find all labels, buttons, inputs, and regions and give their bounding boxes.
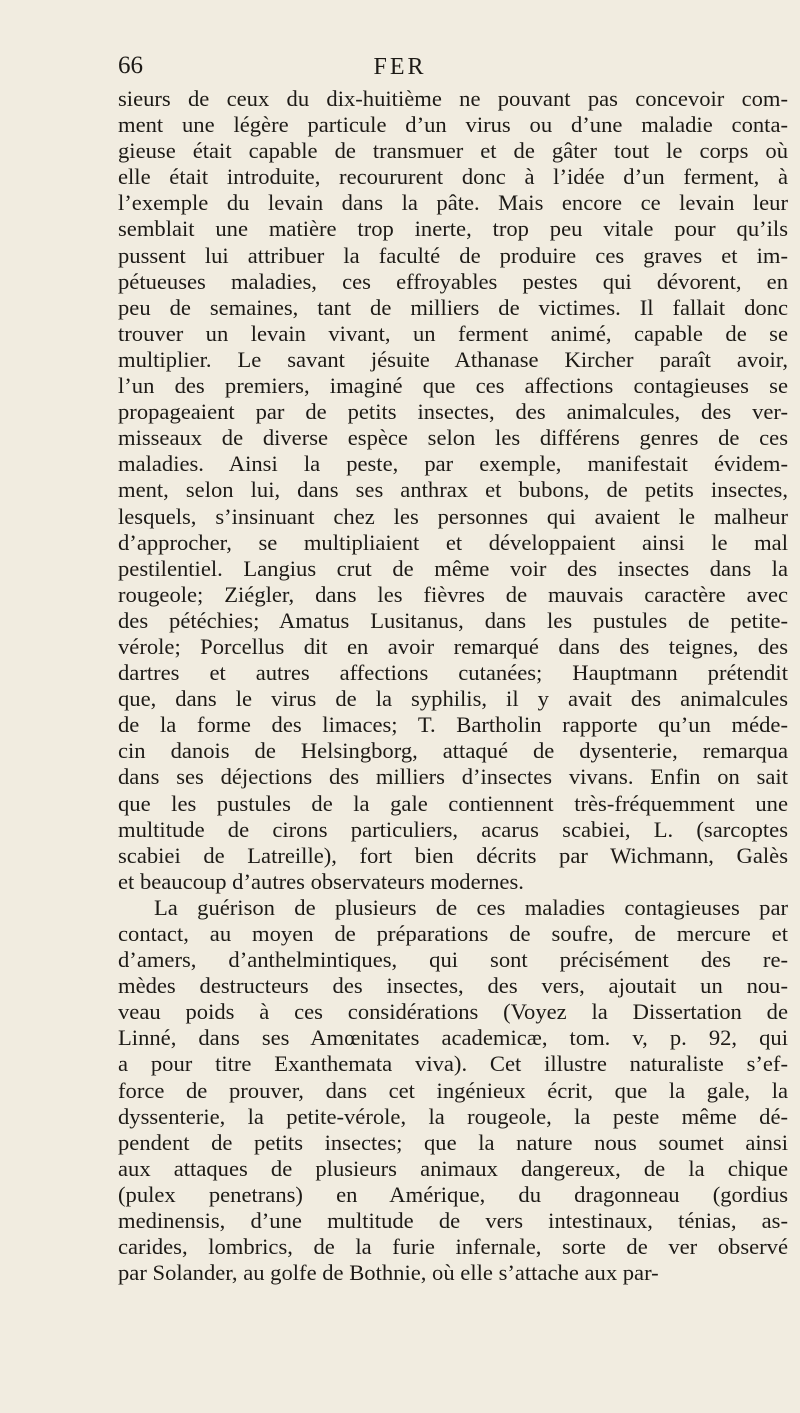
text-line: multitude de cirons particuliers, acarus scabiei, L. (sarcoptes bbox=[118, 816, 788, 842]
text-line: vérole; Porcellus dit en avoir remarqué dans des teignes, des bbox=[118, 633, 788, 659]
text-line: mèdes destructeurs des insectes, des vers, ajoutait un nou- bbox=[118, 973, 788, 999]
text-line: que, dans le virus de la syphilis, il y avait des animalcules bbox=[118, 686, 788, 712]
text-line: dartres et autres affections cutanées; Hauptmann prétendit bbox=[118, 660, 788, 686]
text-line: de la forme des limaces; T. Bartholin rapporte qu’un méde- bbox=[118, 712, 788, 738]
text-line: semblait une matière trop inerte, trop peu vitale pour qu’ils bbox=[118, 216, 788, 242]
page-number: 66 bbox=[118, 52, 143, 79]
text-line: propageaient par de petits insectes, des animalcules, des ver- bbox=[118, 399, 788, 425]
text-line: pétueuses maladies, ces effroyables pestes qui dévorent, en bbox=[118, 268, 788, 294]
text-line: elle était introduite, recoururent donc à l’idée d’un ferment, à bbox=[118, 164, 788, 190]
text-line: gieuse était capable de transmuer et de gâter tout le corps où bbox=[118, 138, 788, 164]
text-line: misseaux de diverse espèce selon les différens genres de ces bbox=[118, 425, 788, 451]
text-line: l’un des premiers, imaginé que ces affections contagieuses se bbox=[118, 373, 788, 399]
text-line: et beaucoup d’autres observateurs modernes. bbox=[118, 868, 524, 894]
text-line: dans ses déjections des milliers d’insectes vivans. Enfin on sait bbox=[118, 764, 788, 790]
text-line: d’approcher, se multipliaient et développaient ainsi le mal bbox=[118, 529, 788, 555]
text-line: trouver un levain vivant, un ferment animé, capable de se bbox=[118, 320, 788, 346]
text-line: carides, lombrics, de la furie infernale, sorte de ver observé bbox=[118, 1234, 788, 1260]
text-line: multiplier. Le savant jésuite Athanase Kircher paraît avoir, bbox=[118, 346, 788, 372]
text-line: pendent de petits insectes; que la nature nous soumet ainsi bbox=[118, 1129, 788, 1155]
text-line: a pour titre Exanthemata viva). Cet illustre naturaliste s’ef- bbox=[118, 1051, 788, 1077]
text-line: cin danois de Helsingborg, attaqué de dysenterie, remarqua bbox=[118, 738, 788, 764]
text-line: veau poids à ces considérations (Voyez la Dissertation de bbox=[118, 999, 788, 1025]
text-line: sieurs de ceux du dix-huitième ne pouvant pas concevoir com- bbox=[118, 86, 788, 111]
text-line: lesquels, s’insinuant chez les personnes qui avaient le malheur bbox=[118, 503, 788, 529]
page-header bbox=[0, 52, 800, 88]
paragraph bbox=[118, 86, 788, 895]
text-line: pestilentiel. Langius crut de même voir des insectes dans la bbox=[118, 555, 788, 581]
text-line: des pétéchies; Amatus Lusitanus, dans les pustules de petite- bbox=[118, 607, 788, 633]
text-line: Linné, dans ses Amœnitates academicæ, tom. v, p. 92, qui bbox=[118, 1025, 788, 1051]
text-line: maladies. Ainsi la peste, par exemple, manifestait évidem- bbox=[118, 451, 788, 477]
body-text bbox=[118, 86, 788, 1286]
text-line: scabiei de Latreille), fort bien décrits par Wichmann, Galès bbox=[118, 842, 788, 868]
text-line: La guérison de plusieurs de ces maladies contagieuses par bbox=[154, 894, 788, 920]
paragraph bbox=[118, 895, 788, 1286]
text-line: rougeole; Ziégler, dans les fièvres de mauvais caractère avec bbox=[118, 581, 788, 607]
text-line: pussent lui attribuer la faculté de produire ces graves et im- bbox=[118, 242, 788, 268]
text-line: contact, au moyen de préparations de soufre, de mercure et bbox=[118, 921, 788, 946]
text-line: (pulex penetrans) en Amérique, du dragonneau (gordius bbox=[118, 1181, 788, 1207]
text-line: par Solander, au golfe de Bothnie, où elle s’attache aux par- bbox=[118, 1260, 659, 1286]
running-head: FER bbox=[373, 54, 427, 80]
text-line: que les pustules de la gale contiennent très-fréquemment une bbox=[118, 790, 788, 816]
text-line: l’exemple du levain dans la pâte. Mais encore ce levain leur bbox=[118, 190, 788, 216]
text-line: ment une légère particule d’un virus ou d’une maladie conta- bbox=[118, 112, 788, 138]
text-line: peu de semaines, tant de milliers de victimes. Il fallait donc bbox=[118, 294, 788, 320]
text-line: aux attaques de plusieurs animaux dangereux, de la chique bbox=[118, 1155, 788, 1181]
text-line: d’amers, d’anthelmintiques, qui sont précisément des re- bbox=[118, 947, 788, 973]
text-line: force de prouver, dans cet ingénieux écrit, que la gale, la bbox=[118, 1077, 788, 1103]
text-line: medinensis, d’une multitude de vers intestinaux, ténias, as- bbox=[118, 1208, 788, 1234]
text-line: dyssenterie, la petite-vérole, la rougeole, la peste même dé- bbox=[118, 1103, 788, 1129]
text-line: ment, selon lui, dans ses anthrax et bubons, de petits insectes, bbox=[118, 477, 788, 503]
